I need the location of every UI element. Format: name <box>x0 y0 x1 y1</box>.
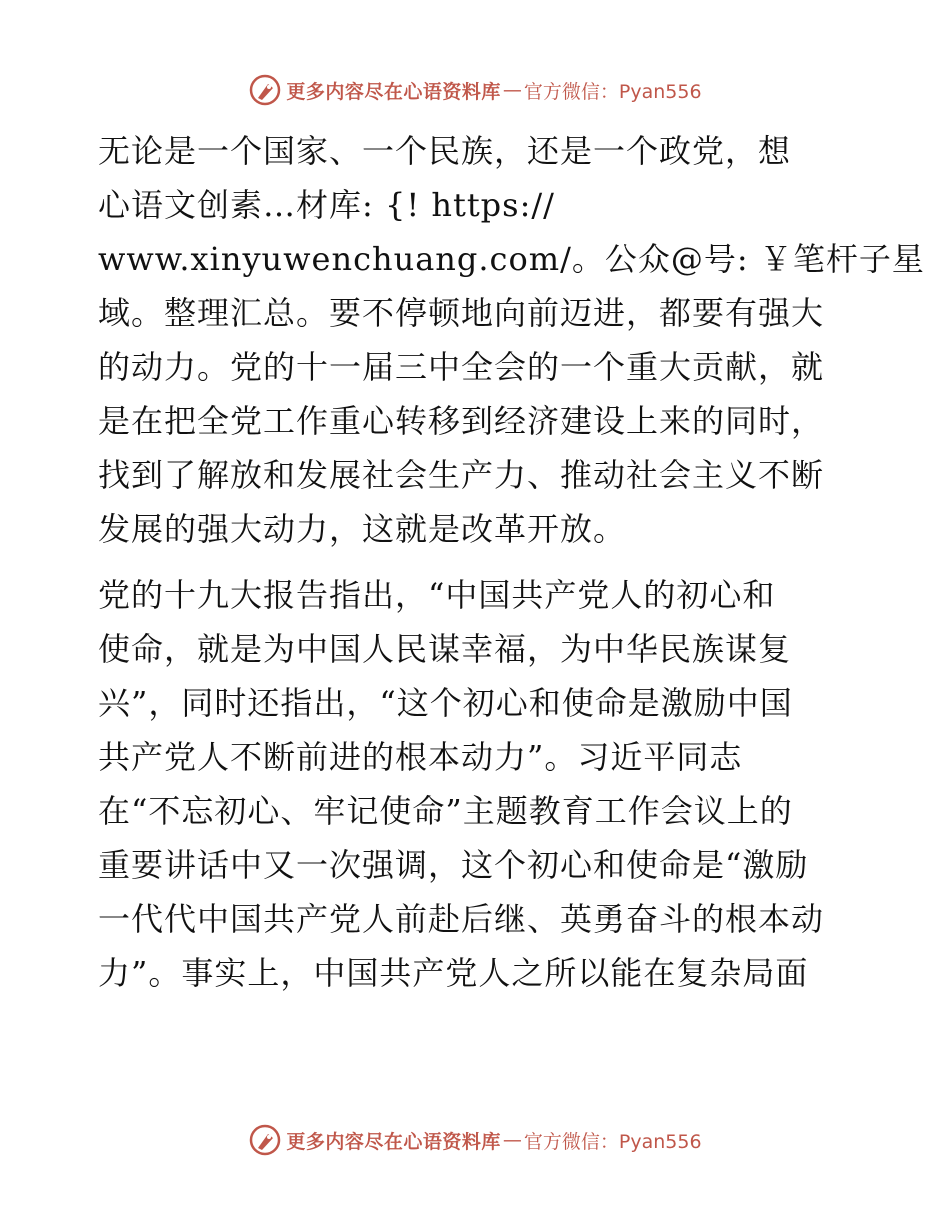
pen-nib-logo-icon <box>248 1123 282 1157</box>
document-body <box>98 124 925 1000</box>
text-line: 重要讲话中又一次强调，这个初心和使命是“激励 <box>98 846 809 884</box>
text-line: 心语文创素…材库: {! https:// <box>98 186 555 224</box>
banner-separator: — <box>502 1129 522 1151</box>
banner-wechat-text: 官方微信：Pyan556 <box>523 1130 702 1153</box>
text-line: 一代代中国共产党人前赴后继、英勇奋斗的根本动 <box>98 900 825 938</box>
text-line: 共产党人不断前进的根本动力”。习近平同志 <box>98 738 743 776</box>
header-banner <box>0 70 950 110</box>
text-line: 无论是一个国家、一个民族，还是一个政党，想 <box>98 132 792 170</box>
text-line: 域。整理汇总。要不停顿地向前迈进，都要有强大 <box>98 294 825 332</box>
pen-nib-logo-icon <box>248 73 282 107</box>
footer-banner <box>0 1120 950 1160</box>
text-line: 兴”，同时还指出，“这个初心和使命是激励中国 <box>98 684 793 722</box>
text-line: 党的十九大报告指出，“中国共产党人的初心和 <box>98 576 776 614</box>
banner-separator: — <box>502 79 522 101</box>
text-line: www.xinyuwenchuang.com/。公众@号: ￥笔杆子星 <box>98 240 925 278</box>
text-line: 力”。事实上，中国共产党人之所以能在复杂局面 <box>98 954 809 992</box>
paragraph <box>98 568 850 1000</box>
paragraph <box>98 124 925 556</box>
text-line: 使命，就是为中国人民谋幸福，为中华民族谋复 <box>98 630 792 668</box>
text-line: 发展的强大动力，这就是改革开放。 <box>98 510 627 548</box>
text-line: 在“不忘初心、牢记使命”主题教育工作会议上的 <box>98 792 793 830</box>
text-line: 是在把全党工作重心转移到经济建设上来的同时， <box>98 402 825 440</box>
banner-wechat-text: 官方微信：Pyan556 <box>523 80 702 103</box>
text-line: 的动力。党的十一届三中全会的一个重大贡献，就 <box>98 348 825 386</box>
banner-site-text: 更多内容尽在心语资料库 <box>286 80 501 103</box>
banner-site-text: 更多内容尽在心语资料库 <box>286 1130 501 1153</box>
text-line: 找到了解放和发展社会生产力、推动社会主义不断 <box>98 456 825 494</box>
